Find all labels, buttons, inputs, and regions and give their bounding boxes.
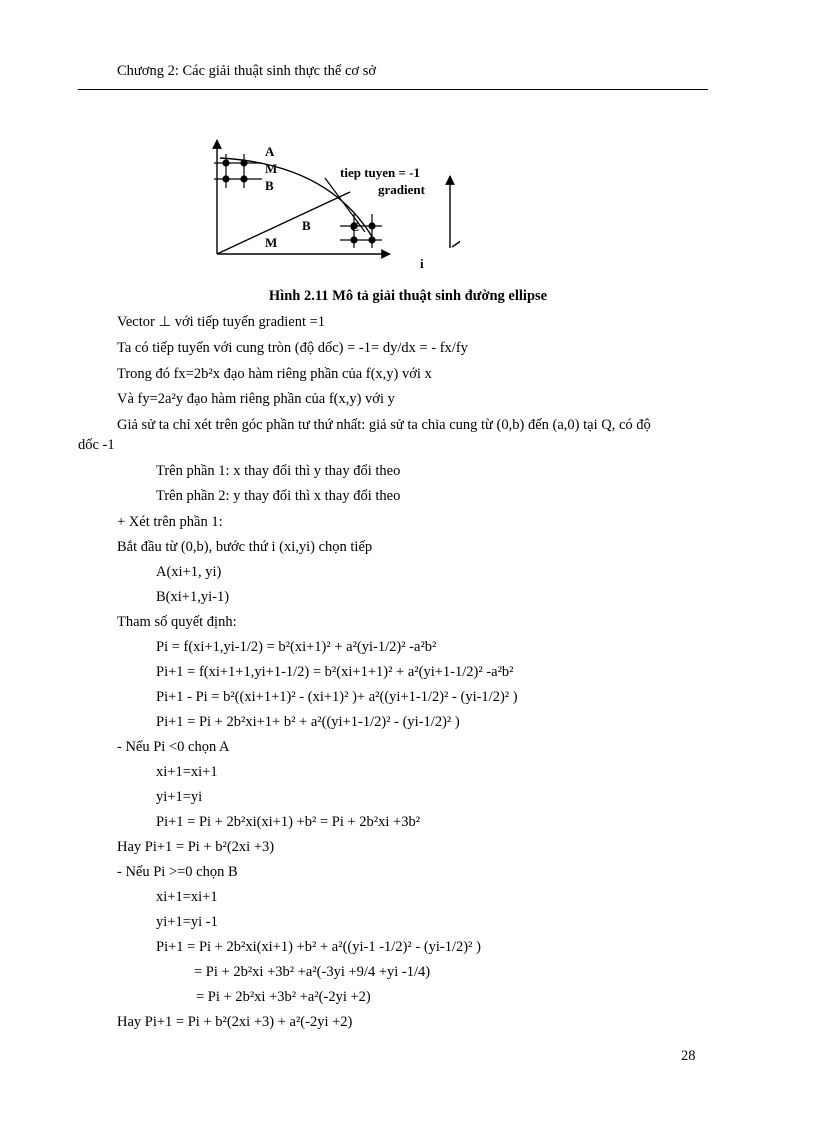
- formula-line: Pi = f(xi+1,yi-1/2) = b²(xi+1)² + a²(yi-1/2)² -a²b²: [156, 639, 437, 655]
- text-line: B(xi+1,yi-1): [156, 589, 230, 605]
- label-c: C: [350, 219, 360, 234]
- formula-line: Pi+1 - Pi = b²((xi+1+1)² - (xi+1)² )+ a²((yi+1-1/2)² - (yi-1/2)² ): [156, 689, 518, 705]
- text-line: Trên phần 2: y thay đổi thì x thay đổi theo: [156, 488, 401, 504]
- page-number: 28: [681, 1048, 696, 1064]
- formula-line: Hay Pi+1 = Pi + b²(2xi +3): [117, 839, 275, 855]
- formula-line: Pi+1 = f(xi+1+1,yi+1-1/2) = b²(xi+1+1)² + a²(yi+1-1/2)² -a²b²: [156, 664, 514, 680]
- text-line: Ta có tiếp tuyến với cung tròn (độ dốc) = -1= dy/dx = - fx/fy: [117, 340, 468, 356]
- text-line: Và fy=2a²y đạo hàm riêng phần của f(x,y) với y: [117, 391, 395, 407]
- formula-line: Hay Pi+1 = Pi + b²(2xi +3) + a²(-2yi +2): [117, 1014, 353, 1030]
- header-rule: [78, 89, 708, 90]
- text-line: Bắt đầu từ (0,b), bước thứ i (xi,yi) chọn tiếp: [117, 539, 373, 555]
- formula-line: yi+1=yi: [156, 789, 203, 805]
- text-line: - Nếu Pi <0 chọn A: [117, 739, 230, 755]
- text-line: Vector ⊥ với tiếp tuyến gradient =1: [117, 314, 326, 330]
- formula-line: xi+1=xi+1: [156, 764, 218, 780]
- label-gradient: gradient: [378, 182, 425, 197]
- text-line: Trên phần 1: x thay đổi thì y thay đổi theo: [156, 463, 401, 479]
- formula-line: yi+1=yi -1: [156, 914, 218, 930]
- diagonal-line: [217, 192, 350, 254]
- label-tangent: tiep tuyen = -1: [340, 165, 420, 180]
- formula-line: Pi+1 = Pi + 2b²xi+1+ b² + a²((yi+1-1/2)² - (yi-1/2)² ): [156, 714, 460, 730]
- label-m-top: M: [265, 161, 278, 176]
- label-m-bottom: M: [265, 235, 278, 250]
- formula-line: Pi+1 = Pi + 2b²xi(xi+1) +b² = Pi + 2b²xi +3b²: [156, 814, 421, 830]
- label-b-top: B: [265, 178, 274, 193]
- text-line: + Xét trên phần 1:: [117, 514, 223, 530]
- text-line: A(xi+1, yi): [156, 564, 222, 580]
- text-line: Tham số quyết định:: [117, 614, 237, 630]
- formula-line: xi+1=xi+1: [156, 889, 218, 905]
- formula-line: = Pi + 2b²xi +3b² +a²(-2yi +2): [196, 989, 371, 1005]
- text-line: Giả sử ta chỉ xét trên góc phần tư thứ nhất: giả sử ta chia cung từ (0,b) đến (a,0) tại Q, có độ: [117, 417, 651, 433]
- text-line: dốc -1: [78, 437, 115, 453]
- formula-line: Pi+1 = Pi + 2b²xi(xi+1) +b² + a²((yi-1 -1/2)² - (yi-1/2)² ): [156, 939, 481, 955]
- ellipse-algorithm-figure: [200, 130, 460, 280]
- formula-line: = Pi + 2b²xi +3b² +a²(-3yi +9/4 +yi -1/4): [194, 964, 431, 980]
- text-line: Trong đó fx=2b²x đạo hàm riêng phần của f(x,y) với x: [117, 366, 432, 382]
- bottom-grid-points: [340, 214, 382, 248]
- page-header: Chương 2: Các giải thuật sinh thực thể cơ sở: [117, 63, 377, 79]
- label-b-mid: B: [302, 218, 311, 233]
- label-i: i: [420, 256, 424, 271]
- figure-caption: Hình 2.11 Mô tả giải thuật sinh đường ellipse: [268, 288, 548, 304]
- gradient-arrow: [452, 197, 460, 247]
- text-line: - Nếu Pi >=0 chọn B: [117, 864, 238, 880]
- label-a: A: [265, 144, 275, 159]
